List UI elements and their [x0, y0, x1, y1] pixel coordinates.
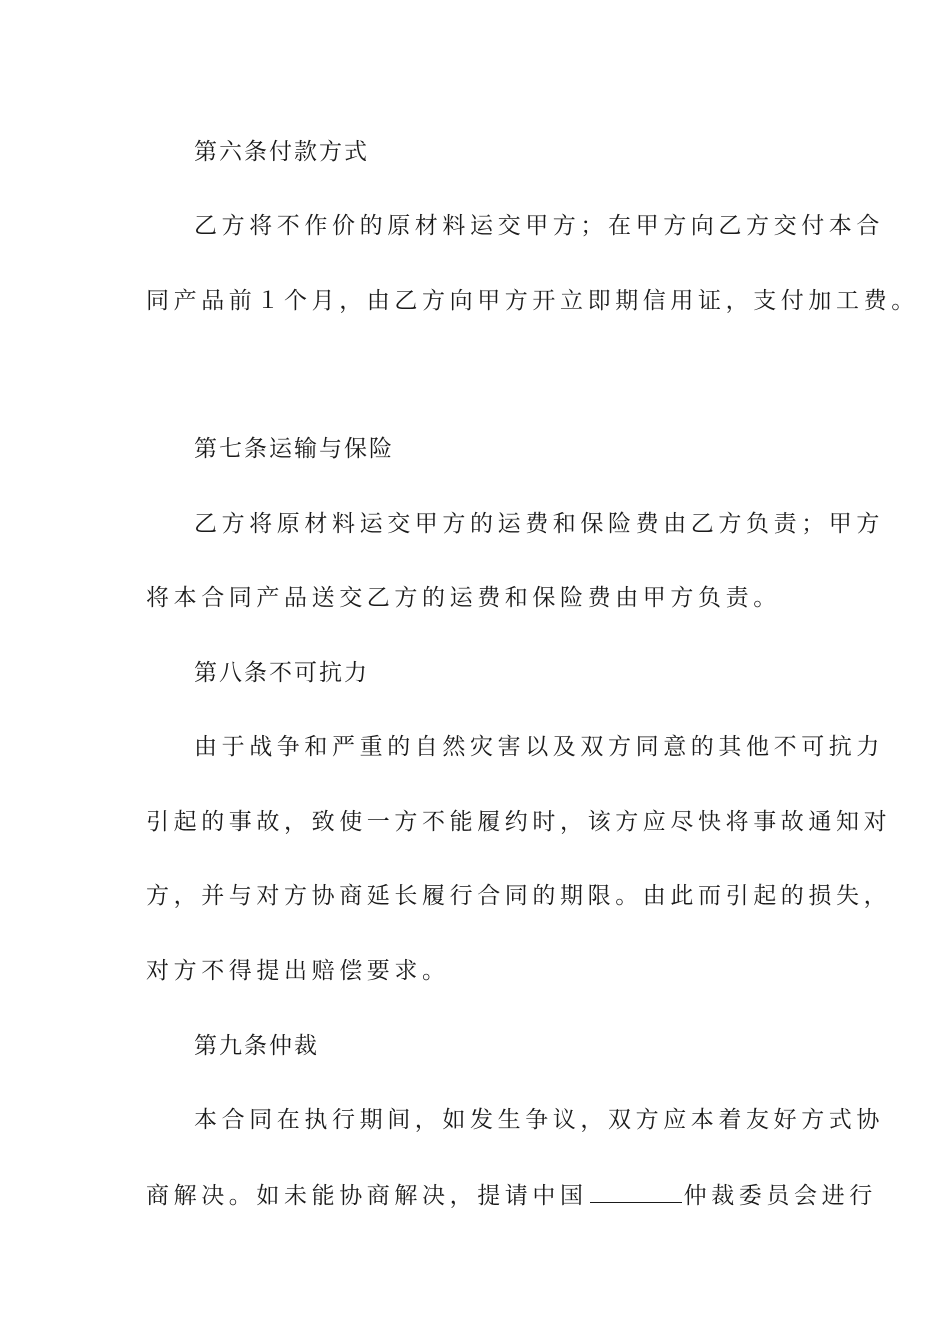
article-8-line-4: 对方不得提出赔偿要求。 [146, 958, 450, 984]
article-7-line-1: 乙方将原材料运交甲方的运费和保险费由乙方负责；甲方 [194, 511, 884, 537]
article-8-heading: 第八条不可抗力 [194, 660, 369, 686]
article-7-heading: 第七条运输与保险 [194, 436, 394, 462]
article-9-line-1: 本合同在执行期间，如发生争议，双方应本着友好方式协 [194, 1107, 884, 1133]
arbitration-blank-field [590, 1180, 682, 1203]
article-9-line-2-after: 仲裁委员会进行 [683, 1183, 877, 1209]
article-9-line-2-before: 商解决。如未能协商解决，提请中国 [146, 1183, 588, 1209]
article-7-line-2: 将本合同产品送交乙方的运费和保险费由甲方负责。 [146, 585, 781, 611]
article-8-line-3: 方，并与对方协商延长履行合同的期限。由此而引起的损失， [146, 883, 892, 909]
article-9-line-2 [146, 1180, 877, 1211]
article-9-heading: 第九条仲裁 [194, 1033, 319, 1059]
article-6-line-1: 乙方将不作价的原材料运交甲方；在甲方向乙方交付本合 [194, 213, 884, 239]
article-6-line-2: 同产品前１个月，由乙方向甲方开立即期信用证，支付加工费。 [146, 288, 919, 314]
article-8-line-2: 引起的事故，致使一方不能履约时，该方应尽快将事故通知对 [146, 809, 892, 835]
article-6-heading: 第六条付款方式 [194, 139, 369, 165]
article-8-line-1: 由于战争和严重的自然灾害以及双方同意的其他不可抗力 [194, 734, 884, 760]
